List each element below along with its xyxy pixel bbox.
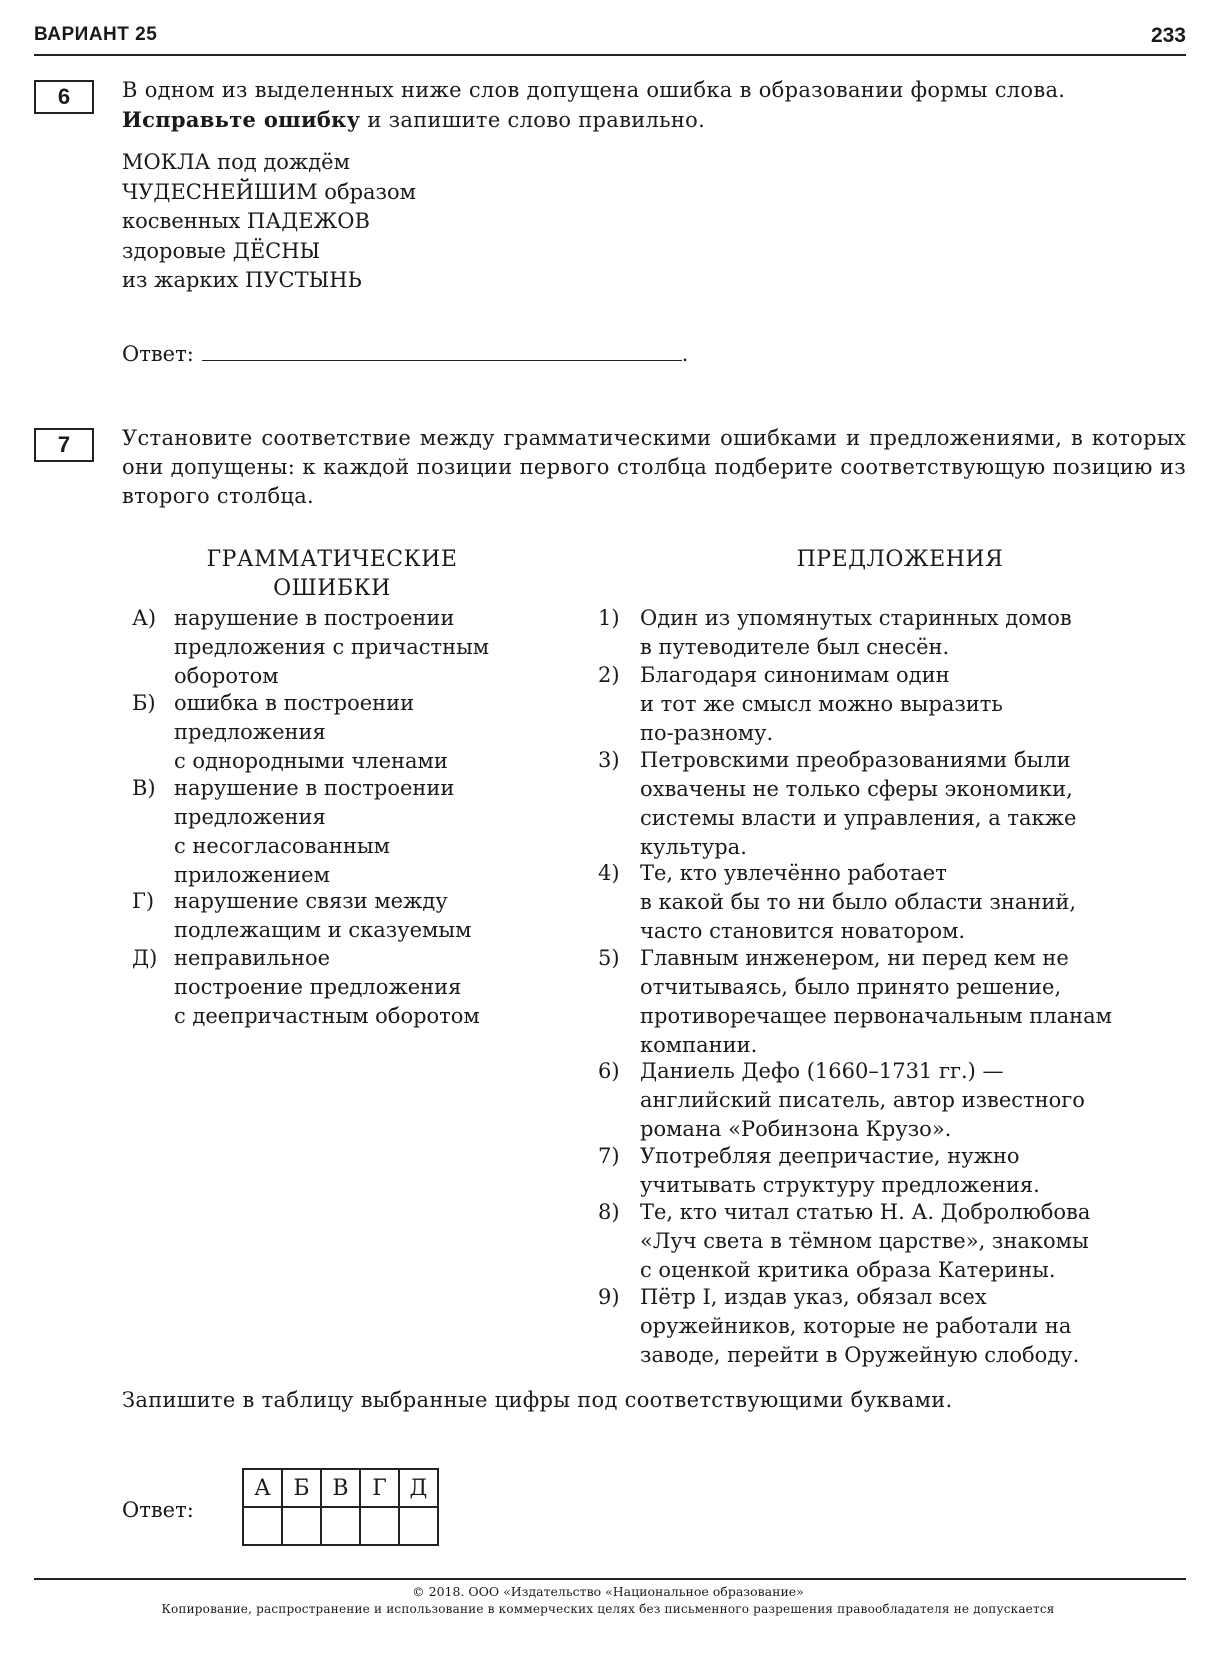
sentence-item xyxy=(598,661,1160,746)
answer-input-line[interactable] xyxy=(202,340,682,361)
answer-cell-a[interactable] xyxy=(243,1507,282,1545)
sentence-label: 5) xyxy=(598,945,620,970)
sentence-text-line: романа «Робинзона Крузо». xyxy=(640,1116,952,1141)
sentence-label: 9) xyxy=(598,1285,620,1310)
answer-cell-d[interactable] xyxy=(399,1507,438,1545)
error-text-line: нарушение в построении xyxy=(174,606,455,630)
error-label: Б) xyxy=(132,690,156,715)
sentence-text-line: с оценкой критика образа Катерины. xyxy=(640,1258,1056,1283)
task-7-instruction: Запишите в таблицу выбранные цифры под соответствующими буквами. xyxy=(122,1388,953,1412)
sentence-text-line: культура. xyxy=(640,834,747,859)
sentence-item xyxy=(598,1142,1160,1199)
task-6-prompt xyxy=(122,76,1186,135)
sentence-text-line: заводе, перейти в Оружейную слободу. xyxy=(640,1343,1080,1368)
sentence-item xyxy=(598,604,1160,661)
sentence-text-line: в путеводителе был снесён. xyxy=(640,635,950,659)
sentence-label: 3) xyxy=(598,747,620,772)
sentence-text-line: противоречащее первоначальным планам xyxy=(640,1003,1112,1028)
sentence-item xyxy=(598,1198,1160,1283)
task-7-number: 7 xyxy=(34,428,94,462)
error-label: А) xyxy=(132,606,157,630)
sentence-text-line: в какой бы то ни было области знаний, xyxy=(640,889,1077,914)
task-6-answer: Ответ: . xyxy=(122,342,689,366)
variant-title: ВАРИАНТ 25 xyxy=(34,24,158,45)
error-text-line: предложения xyxy=(174,804,326,829)
sentence-text-line: отчитываясь, было принято решение, xyxy=(640,974,1062,999)
sentence-item xyxy=(598,859,1160,944)
error-text-line: приложением xyxy=(174,862,330,887)
answer-header-d: Д xyxy=(399,1469,438,1507)
error-text-line: предложения xyxy=(174,719,326,744)
error-text-line: нарушение связи между xyxy=(174,889,448,913)
sentence-label: 6) xyxy=(598,1058,620,1083)
footer-copyright: © 2018. ООО «Издательство «Национальное образование» xyxy=(412,1584,804,1599)
task-6-word-list xyxy=(122,148,416,296)
sentence-label: 8) xyxy=(598,1200,620,1225)
answer-header-a: А xyxy=(243,1469,282,1507)
error-label: Г) xyxy=(132,889,155,913)
error-label: В) xyxy=(132,775,156,800)
sentence-text-line: Употребляя деепричастие, нужно xyxy=(640,1143,1020,1168)
sentence-text-line: по-разному. xyxy=(640,720,774,745)
sentence-label: 4) xyxy=(598,860,620,885)
answer-header-b: Б xyxy=(282,1469,321,1507)
answer-cell-b[interactable] xyxy=(282,1507,321,1545)
error-text-line: ошибка в построении xyxy=(174,690,415,715)
word-item: ЧУДЕСНЕЙШИМ образом xyxy=(122,179,416,204)
sentence-item xyxy=(598,1283,1160,1368)
error-item xyxy=(132,887,534,944)
task-6-prompt-part1: В одном из выделенных ниже слов допущена ошибка в образовании формы слова. xyxy=(122,78,1066,102)
word-item: из жарких ПУСТЫНЬ xyxy=(122,268,362,292)
task-6-number: 6 xyxy=(34,80,94,114)
error-text-line: с однородными членами xyxy=(174,748,448,773)
task-6-prompt-part2: и запишите слово правильно. xyxy=(360,108,706,132)
sentences-column-title: ПРЕДЛОЖЕНИЯ xyxy=(796,547,1004,572)
word-item: здоровые ДЁСНЫ xyxy=(122,238,321,263)
footer-notice: Копирование, распространение и использование в коммерческих целях без письменного разрешения правообладателя не допускается xyxy=(161,1602,1055,1616)
sentence-text-line: Один из упомянутых старинных домов xyxy=(640,606,1072,630)
sentence-text-line: «Луч света в тёмном царстве», знакомы xyxy=(640,1229,1089,1254)
errors-column-title: ГРАММАТИЧЕСКИЕ ОШИБКИ xyxy=(206,547,458,601)
answer-table xyxy=(242,1468,439,1546)
answer-header-v: В xyxy=(321,1469,360,1507)
sentence-label: 2) xyxy=(598,662,620,687)
error-text-line: с деепричастным оборотом xyxy=(174,1003,480,1028)
answer-label: Ответ: xyxy=(122,342,194,366)
error-label: Д) xyxy=(132,945,158,970)
page-header xyxy=(34,20,1186,56)
page-number: 233 xyxy=(1150,24,1186,47)
sentence-text-line: компании. xyxy=(640,1032,758,1057)
task-7-prompt: Установите соответствие между грамматическими ошибками и предложениями, в которых они допущены: к каждой позиции первого столбца подберите соответствующую позицию из второго столбца. xyxy=(122,426,1186,508)
sentence-item xyxy=(598,1057,1160,1142)
task-7-answer-label: Ответ: xyxy=(122,1498,194,1522)
sentence-text-line: Те, кто увлечённо работает xyxy=(640,860,947,885)
error-text-line: предложения с причастным xyxy=(174,635,490,659)
sentence-text-line: и тот же смысл можно выразить xyxy=(640,691,1003,716)
error-text-line: подлежащим и сказуемым xyxy=(174,918,472,942)
sentence-text-line: Даниель Дефо (1660–1731 гг.) — xyxy=(640,1058,1004,1083)
sentence-text-line: оружейников, которые не работали на xyxy=(640,1314,1072,1339)
task-6-prompt-bold: Исправьте ошибку xyxy=(122,107,361,132)
sentence-label: 1) xyxy=(598,606,620,630)
sentence-text-line: охвачены не только сферы экономики, xyxy=(640,776,1073,801)
sentence-text-line: Петровскими преобразованиями были xyxy=(640,747,1071,772)
sentence-text-line: Те, кто читал статью Н. А. Добролюбова xyxy=(640,1200,1091,1225)
error-item xyxy=(132,604,534,689)
sentence-item xyxy=(598,944,1160,1057)
sentence-text-line: английский писатель, автор известного xyxy=(640,1087,1085,1112)
error-text-line: с несогласованным xyxy=(174,833,390,858)
sentence-text-line: Благодаря синонимам один xyxy=(640,662,950,687)
word-item: косвенных ПАДЕЖОВ xyxy=(122,209,370,233)
error-text-line: построение предложения xyxy=(174,974,462,999)
answer-header-g: Г xyxy=(360,1469,399,1507)
sentence-label: 7) xyxy=(598,1143,620,1168)
sentence-text-line: часто становится новатором. xyxy=(640,918,966,943)
sentence-text-line: системы власти и управления, а также xyxy=(640,805,1077,830)
footer-divider xyxy=(34,1578,1186,1580)
error-text-line: оборотом xyxy=(174,664,279,688)
error-item xyxy=(132,944,534,1029)
error-item xyxy=(132,689,534,774)
sentence-text-line: учитывать структуру предложения. xyxy=(640,1172,1040,1197)
error-item xyxy=(132,774,534,887)
error-text-line: нарушение в построении xyxy=(174,775,455,800)
sentence-text-line: Пётр I, издав указ, обязал всех xyxy=(640,1285,987,1310)
answer-cell-g[interactable] xyxy=(360,1507,399,1545)
word-item: МОКЛА под дождём xyxy=(122,150,350,174)
sentence-text-line: Главным инженером, ни перед кем не xyxy=(640,945,1069,970)
sentence-item xyxy=(598,746,1160,859)
error-text-line: неправильное xyxy=(174,945,331,970)
answer-cell-v[interactable] xyxy=(321,1507,360,1545)
